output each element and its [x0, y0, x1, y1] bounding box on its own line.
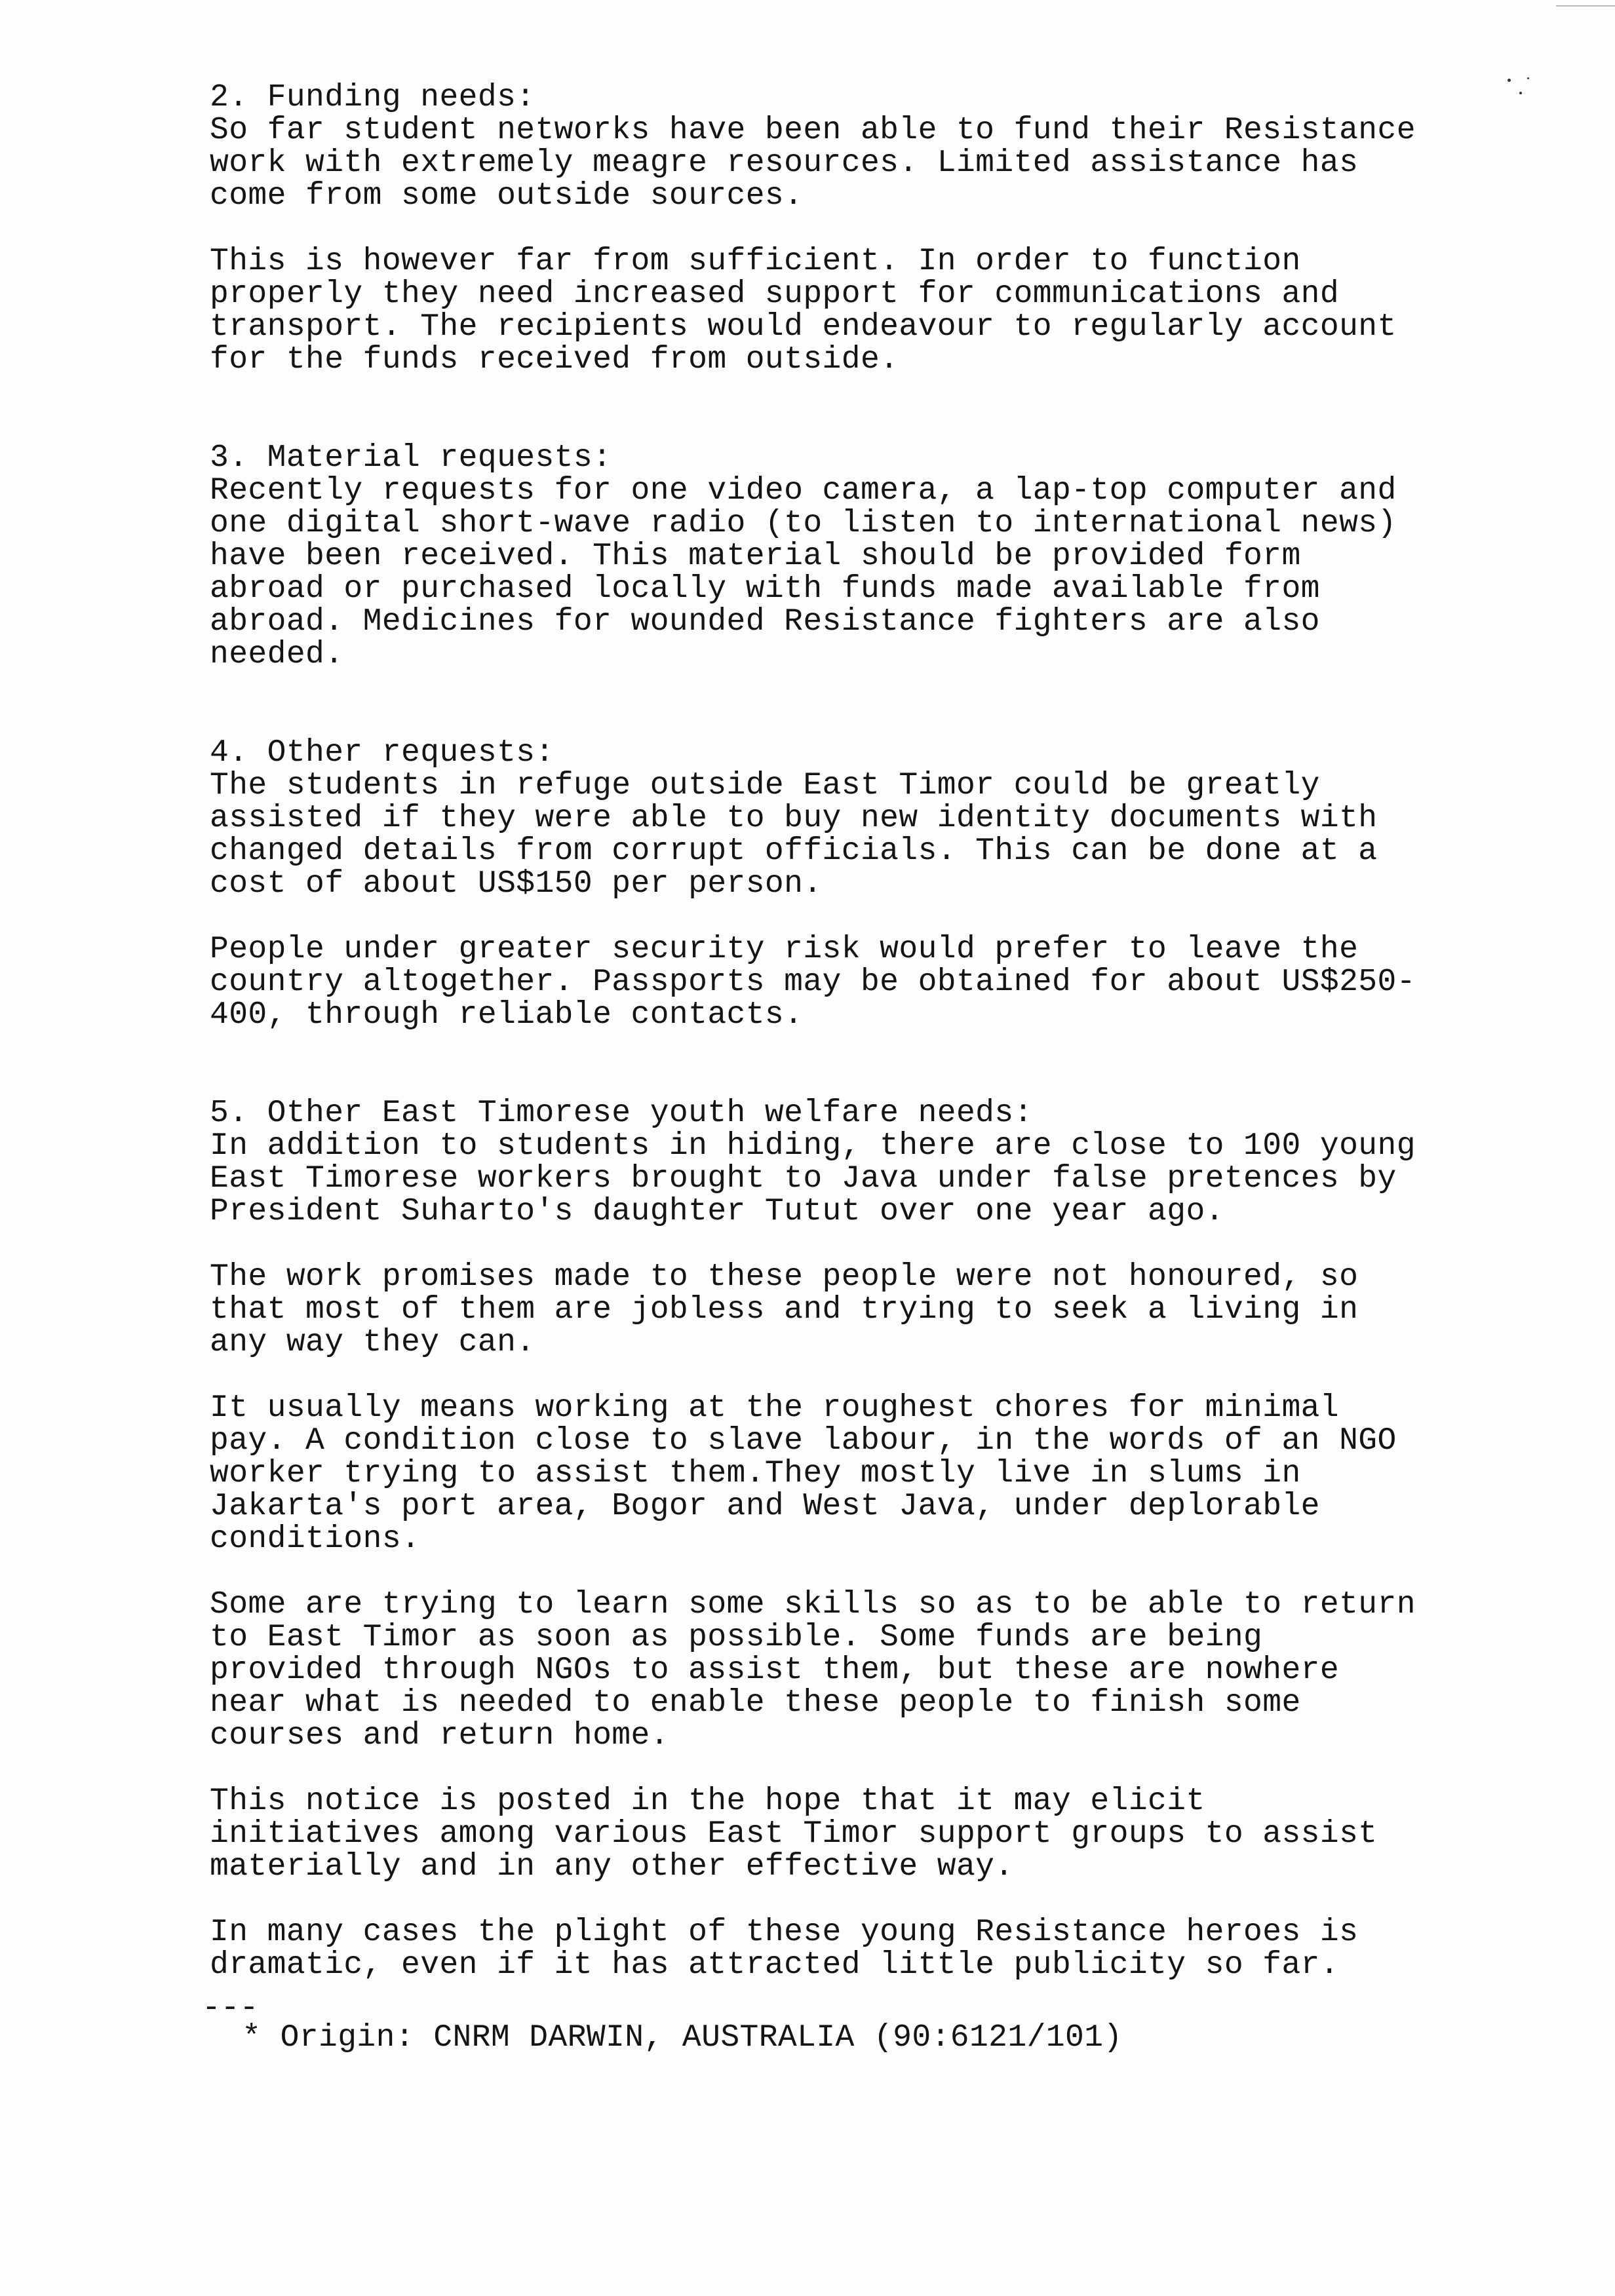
paragraph-line: that most of them are jobless and trying to seek a living in — [210, 1292, 1359, 1328]
section-spacer — [210, 671, 1534, 737]
paragraph-line: 400, through reliable contacts. — [210, 997, 804, 1033]
section-spacer — [210, 376, 1534, 442]
scan-speck — [1527, 77, 1529, 79]
footer-separator: --- — [202, 1991, 259, 2026]
paragraph-line: transport. The recipients would endeavour to regularly account — [210, 309, 1397, 345]
paragraph-line: The students in refuge outside East Timor could be greatly — [210, 768, 1320, 803]
paragraph-line: So far student networks have been able to fund their Resistance — [210, 113, 1416, 148]
section-heading: 3. Material requests: — [210, 440, 612, 476]
paragraph-line: come from some outside sources. — [210, 178, 804, 214]
paragraph-line: near what is needed to enable these people to finish some — [210, 1685, 1301, 1721]
paragraph-spacer — [210, 900, 1534, 933]
paragraph-line: have been received. This material should be provided form — [210, 539, 1301, 574]
paragraph-line: properly they need increased support for communications and — [210, 277, 1340, 312]
paragraph-line: materially and in any other effective way. — [210, 1849, 1014, 1885]
paragraph-line: Some are trying to learn some skills so as to be able to return — [210, 1587, 1416, 1622]
paragraph-line: In many cases the plight of these young Resistance heroes is — [210, 1915, 1359, 1950]
paragraph-line: abroad or purchased locally with funds made available from — [210, 571, 1320, 607]
paragraph-line: country altogether. Passports may be obtained for about US$250- — [210, 965, 1416, 1000]
paragraph-line: This is however far from sufficient. In order to function — [210, 244, 1301, 279]
paragraph-line: for the funds received from outside. — [210, 342, 899, 377]
paragraph-line: pay. A condition close to slave labour, in the words of an NGO — [210, 1423, 1397, 1459]
paragraph-line: to East Timor as soon as possible. Some funds are being — [210, 1620, 1263, 1655]
paragraph-line: conditions. — [210, 1521, 421, 1557]
scan-edge-mark — [1556, 5, 1615, 7]
paragraph-line: This notice is posted in the hope that it may elicit — [210, 1784, 1205, 1819]
paragraph-line: Jakarta's port area, Bogor and West Java, under deplorable — [210, 1489, 1320, 1524]
paragraph-spacer — [210, 1359, 1534, 1392]
paragraph-line: one digital short-wave radio (to listen to international news) — [210, 506, 1397, 541]
paragraph-spacer — [210, 212, 1534, 245]
paragraph-line: dramatic, even if it has attracted little publicity so far. — [210, 1947, 1340, 1983]
paragraph-line: worker trying to assist them.They mostly live in slums in — [210, 1456, 1301, 1491]
paragraph-line: East Timorese workers brought to Java under false pretences by — [210, 1161, 1397, 1196]
paragraph-line: changed details from corrupt officials. This can be done at a — [210, 833, 1378, 869]
section-heading: 4. Other requests: — [210, 735, 555, 771]
paragraph-line: needed. — [210, 637, 344, 672]
paragraph-line: assisted if they were able to buy new identity documents with — [210, 801, 1378, 836]
paragraph-line: cost of about US$150 per person. — [210, 866, 823, 902]
paragraph-line: work with extremely meagre resources. Limited assistance has — [210, 145, 1359, 181]
paragraph-line: President Suharto's daughter Tutut over one year ago. — [210, 1194, 1224, 1229]
paragraph-line: courses and return home. — [210, 1718, 669, 1753]
paragraph-line: In addition to students in hiding, there are close to 100 young — [210, 1128, 1416, 1164]
section-heading: 5. Other East Timorese youth welfare needs: — [210, 1096, 1033, 1131]
paragraph-spacer — [210, 1556, 1534, 1588]
section-spacer — [210, 1031, 1534, 1097]
paragraph-line: provided through NGOs to assist them, but these are nowhere — [210, 1653, 1340, 1688]
paragraph-line: People under greater security risk would prefer to leave the — [210, 932, 1359, 967]
paragraph-line: It usually means working at the roughest chores for minimal — [210, 1390, 1340, 1426]
document-body — [210, 81, 1534, 1981]
paragraph-spacer — [210, 1228, 1534, 1261]
origin-line: * Origin: CNRM DARWIN, AUSTRALIA (90:6121/101) — [223, 2020, 1123, 2056]
paragraph-line: abroad. Medicines for wounded Resistance fighters are also — [210, 604, 1320, 640]
paragraph-line: initiatives among various East Timor support groups to assist — [210, 1816, 1378, 1852]
section-heading: 2. Funding needs: — [210, 80, 535, 115]
paragraph-line: any way they can. — [210, 1325, 535, 1360]
paragraph-line: The work promises made to these people were not honoured, so — [210, 1259, 1359, 1295]
paragraph-line: Recently requests for one video camera, a lap-top computer and — [210, 473, 1397, 508]
paragraph-spacer — [210, 1752, 1534, 1785]
paragraph-spacer — [210, 1883, 1534, 1916]
